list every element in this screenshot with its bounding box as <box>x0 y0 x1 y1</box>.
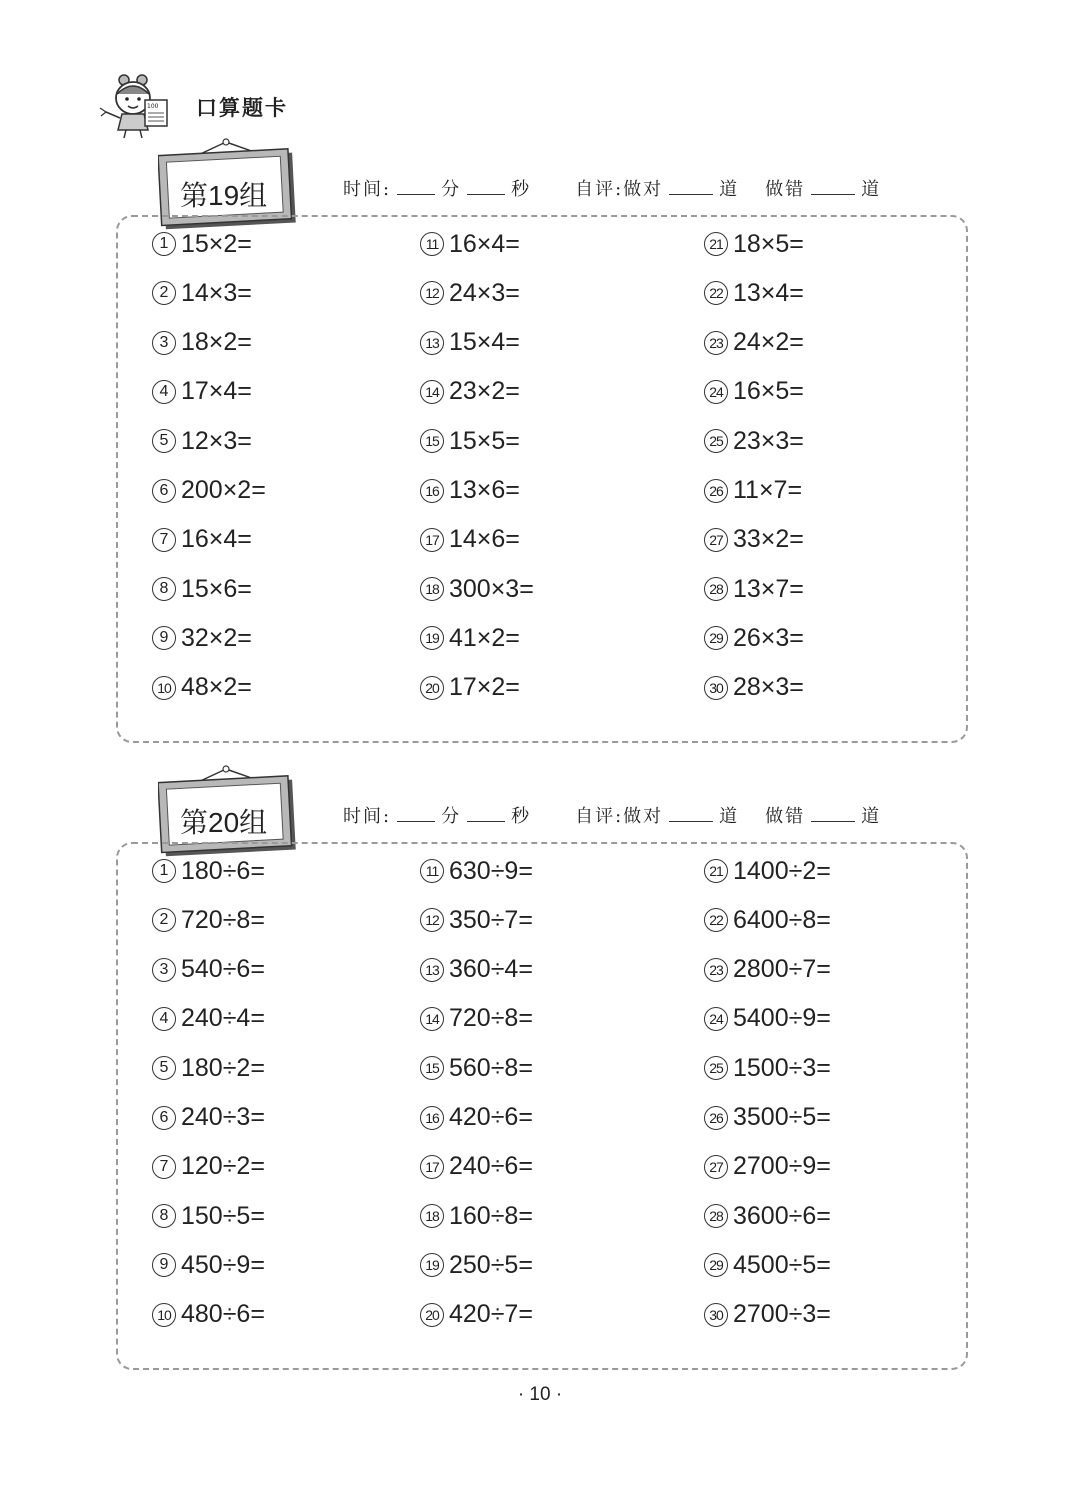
problem-number-badge: 28 <box>704 577 728 601</box>
problem-item <box>704 471 802 511</box>
problem-number-badge: 18 <box>420 577 444 601</box>
problem-expression: 420÷7= <box>449 1300 533 1329</box>
problem-expression: 13×4= <box>733 278 804 307</box>
problem-number-badge: 17 <box>420 1155 444 1179</box>
problem-expression: 150÷5= <box>181 1201 265 1230</box>
page-title: 口算题卡 <box>196 96 288 120</box>
problem-number-badge: 3 <box>152 331 176 355</box>
problem-number-badge: 9 <box>152 1253 176 1277</box>
problem-item <box>704 1147 831 1187</box>
problem-number-badge: 6 <box>152 1106 176 1130</box>
problem-item <box>152 950 265 990</box>
problem-expression: 540÷6= <box>181 955 265 984</box>
problem-expression: 15×6= <box>181 574 252 603</box>
problem-item <box>704 1098 831 1138</box>
problem-item <box>152 421 252 461</box>
problem-expression: 33×2= <box>733 525 804 554</box>
problem-item <box>704 372 804 412</box>
problem-expression: 3600÷6= <box>733 1201 831 1230</box>
page-header <box>98 72 358 142</box>
problem-number-badge: 10 <box>152 676 176 700</box>
self-eval-label: 自评:做对 <box>575 806 664 827</box>
second-label: 秒 <box>511 806 532 827</box>
problem-number-badge: 27 <box>704 528 728 552</box>
problem-item <box>420 1196 533 1236</box>
problem-expression: 3500÷5= <box>733 1103 831 1131</box>
problem-expression: 4500÷5= <box>733 1250 831 1279</box>
problem-expression: 6400÷8= <box>733 905 831 934</box>
problem-expression: 14×3= <box>181 278 252 307</box>
exercise-group-20 <box>0 765 1080 1375</box>
problem-expression: 26×3= <box>733 623 804 652</box>
svg-text:100: 100 <box>147 103 159 110</box>
problem-item <box>420 618 520 658</box>
problem-expression: 300×3= <box>449 574 534 603</box>
problem-number-badge: 17 <box>420 528 444 552</box>
problem-item <box>704 668 804 708</box>
minutes-blank[interactable] <box>397 807 435 822</box>
problem-expression: 240÷3= <box>181 1103 265 1131</box>
problem-number-badge: 19 <box>420 626 444 650</box>
problem-item <box>152 273 252 313</box>
problem-expression: 160÷8= <box>449 1201 533 1230</box>
problem-expression: 5400÷9= <box>733 1004 831 1033</box>
problem-item <box>420 372 520 412</box>
problem-item <box>152 224 252 264</box>
problem-number-badge: 25 <box>704 1056 728 1080</box>
problem-number-badge: 13 <box>420 331 444 355</box>
problem-number-badge: 29 <box>704 626 728 650</box>
dao-label: 道 <box>719 806 740 827</box>
problem-item <box>704 999 831 1039</box>
problem-item <box>152 999 265 1039</box>
seconds-blank[interactable] <box>467 807 505 822</box>
problem-expression: 1500÷3= <box>733 1053 831 1082</box>
problem-item <box>704 950 831 990</box>
problem-number-badge: 16 <box>420 479 444 503</box>
problem-item <box>420 950 533 990</box>
problem-item <box>420 471 520 511</box>
problem-expression: 15×2= <box>181 229 252 258</box>
problem-expression: 16×5= <box>733 377 804 406</box>
problem-number-badge: 5 <box>152 1056 176 1080</box>
problem-number-badge: 12 <box>420 281 444 305</box>
problem-number-badge: 24 <box>704 1007 728 1031</box>
problem-number-badge: 22 <box>704 281 728 305</box>
problem-number-badge: 19 <box>420 1253 444 1277</box>
problem-item <box>420 323 520 363</box>
problem-expression: 48×2= <box>181 673 252 702</box>
problem-item <box>420 569 534 609</box>
minutes-blank[interactable] <box>397 180 435 195</box>
problem-number-badge: 21 <box>704 232 728 256</box>
problem-expression: 720÷8= <box>449 1004 533 1033</box>
problem-item <box>420 900 533 940</box>
problem-number-badge: 25 <box>704 429 728 453</box>
problem-item <box>704 900 831 940</box>
dao-label: 道 <box>861 179 882 200</box>
problem-item <box>704 520 804 560</box>
problem-expression: 24×2= <box>733 328 804 357</box>
problem-number-badge: 26 <box>704 1106 728 1130</box>
problem-number-badge: 15 <box>420 1056 444 1080</box>
problem-expression: 720÷8= <box>181 905 265 934</box>
problem-number-badge: 10 <box>152 1303 176 1327</box>
problem-number-badge: 18 <box>420 1204 444 1228</box>
problem-number-badge: 21 <box>704 859 728 883</box>
problem-expression: 350÷7= <box>449 905 533 934</box>
exercise-group-19 <box>0 138 1080 748</box>
problem-number-badge: 29 <box>704 1253 728 1277</box>
problem-item <box>152 1147 265 1187</box>
problem-item <box>152 1295 265 1335</box>
problem-item <box>704 1245 831 1285</box>
problem-item <box>420 421 520 461</box>
seconds-blank[interactable] <box>467 180 505 195</box>
problem-number-badge: 20 <box>420 1303 444 1327</box>
problem-number-badge: 23 <box>704 958 728 982</box>
problem-expression: 12×3= <box>181 426 252 455</box>
problem-expression: 24×3= <box>449 278 520 307</box>
problem-expression: 17×2= <box>449 673 520 702</box>
wrong-count-blank[interactable] <box>811 807 855 822</box>
problem-item <box>704 569 804 609</box>
problem-number-badge: 7 <box>152 528 176 552</box>
problem-number-badge: 2 <box>152 281 176 305</box>
problem-expression: 16×4= <box>181 525 252 554</box>
problem-expression: 2700÷9= <box>733 1152 831 1181</box>
time-label: 时间: <box>343 179 392 200</box>
problem-number-badge: 1 <box>152 859 176 883</box>
dao-label: 道 <box>719 179 740 200</box>
time-eval-line <box>343 175 881 201</box>
girl-mascot-icon <box>98 72 178 140</box>
dao-label: 道 <box>861 806 882 827</box>
problem-number-badge: 28 <box>704 1204 728 1228</box>
group-number: 20 <box>208 807 240 838</box>
problem-expression: 23×3= <box>733 426 804 455</box>
problem-item <box>420 1295 533 1335</box>
group-prefix: 第 <box>180 179 209 212</box>
problem-number-badge: 2 <box>152 908 176 932</box>
problem-expression: 2800÷7= <box>733 955 831 984</box>
problem-number-badge: 14 <box>420 1007 444 1031</box>
problem-expression: 13×7= <box>733 574 804 603</box>
problem-number-badge: 6 <box>152 479 176 503</box>
problem-number-badge: 15 <box>420 429 444 453</box>
problem-item <box>704 851 831 891</box>
problem-item <box>152 618 252 658</box>
problem-expression: 1400÷2= <box>733 856 831 885</box>
problem-item <box>704 273 804 313</box>
problem-item <box>420 224 520 264</box>
problem-item <box>152 851 265 891</box>
problem-item <box>704 421 804 461</box>
problem-item <box>704 1295 831 1335</box>
problem-item <box>152 668 252 708</box>
problem-expression: 250÷5= <box>449 1250 533 1279</box>
problem-number-badge: 16 <box>420 1106 444 1130</box>
problem-item <box>420 851 533 891</box>
time-label: 时间: <box>343 806 392 827</box>
problem-number-badge: 8 <box>152 577 176 601</box>
problem-number-badge: 1 <box>152 232 176 256</box>
problem-expression: 17×4= <box>181 377 252 406</box>
problem-item <box>152 323 252 363</box>
problem-number-badge: 24 <box>704 380 728 404</box>
problem-expression: 23×2= <box>449 377 520 406</box>
problem-expression: 200×2= <box>181 476 266 504</box>
problem-expression: 180÷2= <box>181 1053 265 1082</box>
problem-number-badge: 4 <box>152 380 176 404</box>
problem-expression: 18×5= <box>733 229 804 258</box>
problem-number-badge: 12 <box>420 908 444 932</box>
problem-number-badge: 30 <box>704 676 728 700</box>
correct-count-blank[interactable] <box>669 807 713 822</box>
problem-item <box>420 1098 533 1138</box>
problem-item <box>152 1196 265 1236</box>
problem-expression: 18×2= <box>181 328 252 357</box>
problem-expression: 32×2= <box>181 623 252 652</box>
problem-item <box>704 618 804 658</box>
wrong-label: 做错 <box>765 179 806 200</box>
problem-item <box>152 1048 265 1088</box>
problems-box <box>116 842 968 1370</box>
problem-item <box>704 1048 831 1088</box>
problem-item <box>420 668 520 708</box>
problem-item <box>420 1147 533 1187</box>
problem-expression: 480÷6= <box>181 1300 265 1329</box>
problem-number-badge: 4 <box>152 1007 176 1031</box>
problem-expression: 450÷9= <box>181 1250 265 1279</box>
problem-number-badge: 7 <box>152 1155 176 1179</box>
problem-item <box>420 1048 533 1088</box>
problem-item <box>420 520 520 560</box>
wrong-count-blank[interactable] <box>811 180 855 195</box>
group-number-label <box>180 801 290 841</box>
problem-expression: 15×4= <box>449 328 520 357</box>
time-eval-line <box>343 802 881 828</box>
problem-item <box>152 1098 265 1138</box>
correct-count-blank[interactable] <box>669 180 713 195</box>
page-number: · 10 · <box>517 1384 563 1405</box>
group-number: 19 <box>208 180 240 211</box>
problem-expression: 360÷4= <box>449 955 533 984</box>
problem-expression: 560÷8= <box>449 1053 533 1082</box>
problem-expression: 240÷4= <box>181 1004 265 1033</box>
problem-item <box>704 1196 831 1236</box>
problem-number-badge: 13 <box>420 958 444 982</box>
wrong-label: 做错 <box>765 806 806 827</box>
problem-number-badge: 30 <box>704 1303 728 1327</box>
problem-expression: 41×2= <box>449 623 520 652</box>
problem-expression: 420÷6= <box>449 1103 533 1131</box>
problem-item <box>420 999 533 1039</box>
problems-box <box>116 215 968 743</box>
problem-number-badge: 23 <box>704 331 728 355</box>
problem-number-badge: 11 <box>420 859 444 883</box>
group-number-label <box>180 174 290 214</box>
problem-number-badge: 8 <box>152 1204 176 1228</box>
group-suffix: 组 <box>239 806 268 839</box>
group-prefix: 第 <box>180 806 209 839</box>
problem-item <box>704 224 804 264</box>
problem-number-badge: 20 <box>420 676 444 700</box>
problem-number-badge: 3 <box>152 958 176 982</box>
problem-expression: 11×7= <box>733 476 803 504</box>
problem-expression: 16×4= <box>449 229 520 258</box>
problem-item <box>704 323 804 363</box>
problem-number-badge: 22 <box>704 908 728 932</box>
problem-expression: 240÷6= <box>449 1152 533 1181</box>
problem-expression: 13×6= <box>449 476 520 504</box>
problem-item <box>152 900 265 940</box>
second-label: 秒 <box>511 179 532 200</box>
problem-expression: 28×3= <box>733 673 804 702</box>
problem-expression: 2700÷3= <box>733 1300 831 1329</box>
problem-item <box>420 1245 533 1285</box>
problem-number-badge: 9 <box>152 626 176 650</box>
problem-number-badge: 11 <box>420 232 444 256</box>
problem-item <box>152 569 252 609</box>
problem-item <box>152 520 252 560</box>
problem-expression: 630÷9= <box>449 856 533 885</box>
problem-expression: 15×5= <box>449 426 520 455</box>
problem-item <box>152 1245 265 1285</box>
problem-expression: 14×6= <box>449 525 520 554</box>
group-suffix: 组 <box>239 179 268 212</box>
problem-expression: 180÷6= <box>181 856 265 885</box>
problem-number-badge: 26 <box>704 479 728 503</box>
problem-item <box>152 372 252 412</box>
problem-item <box>152 471 266 511</box>
minute-label: 分 <box>441 179 462 200</box>
minute-label: 分 <box>441 806 462 827</box>
self-eval-label: 自评:做对 <box>575 179 664 200</box>
problem-expression: 120÷2= <box>181 1152 265 1181</box>
problem-item <box>420 273 520 313</box>
problem-number-badge: 27 <box>704 1155 728 1179</box>
problem-number-badge: 14 <box>420 380 444 404</box>
problem-number-badge: 5 <box>152 429 176 453</box>
